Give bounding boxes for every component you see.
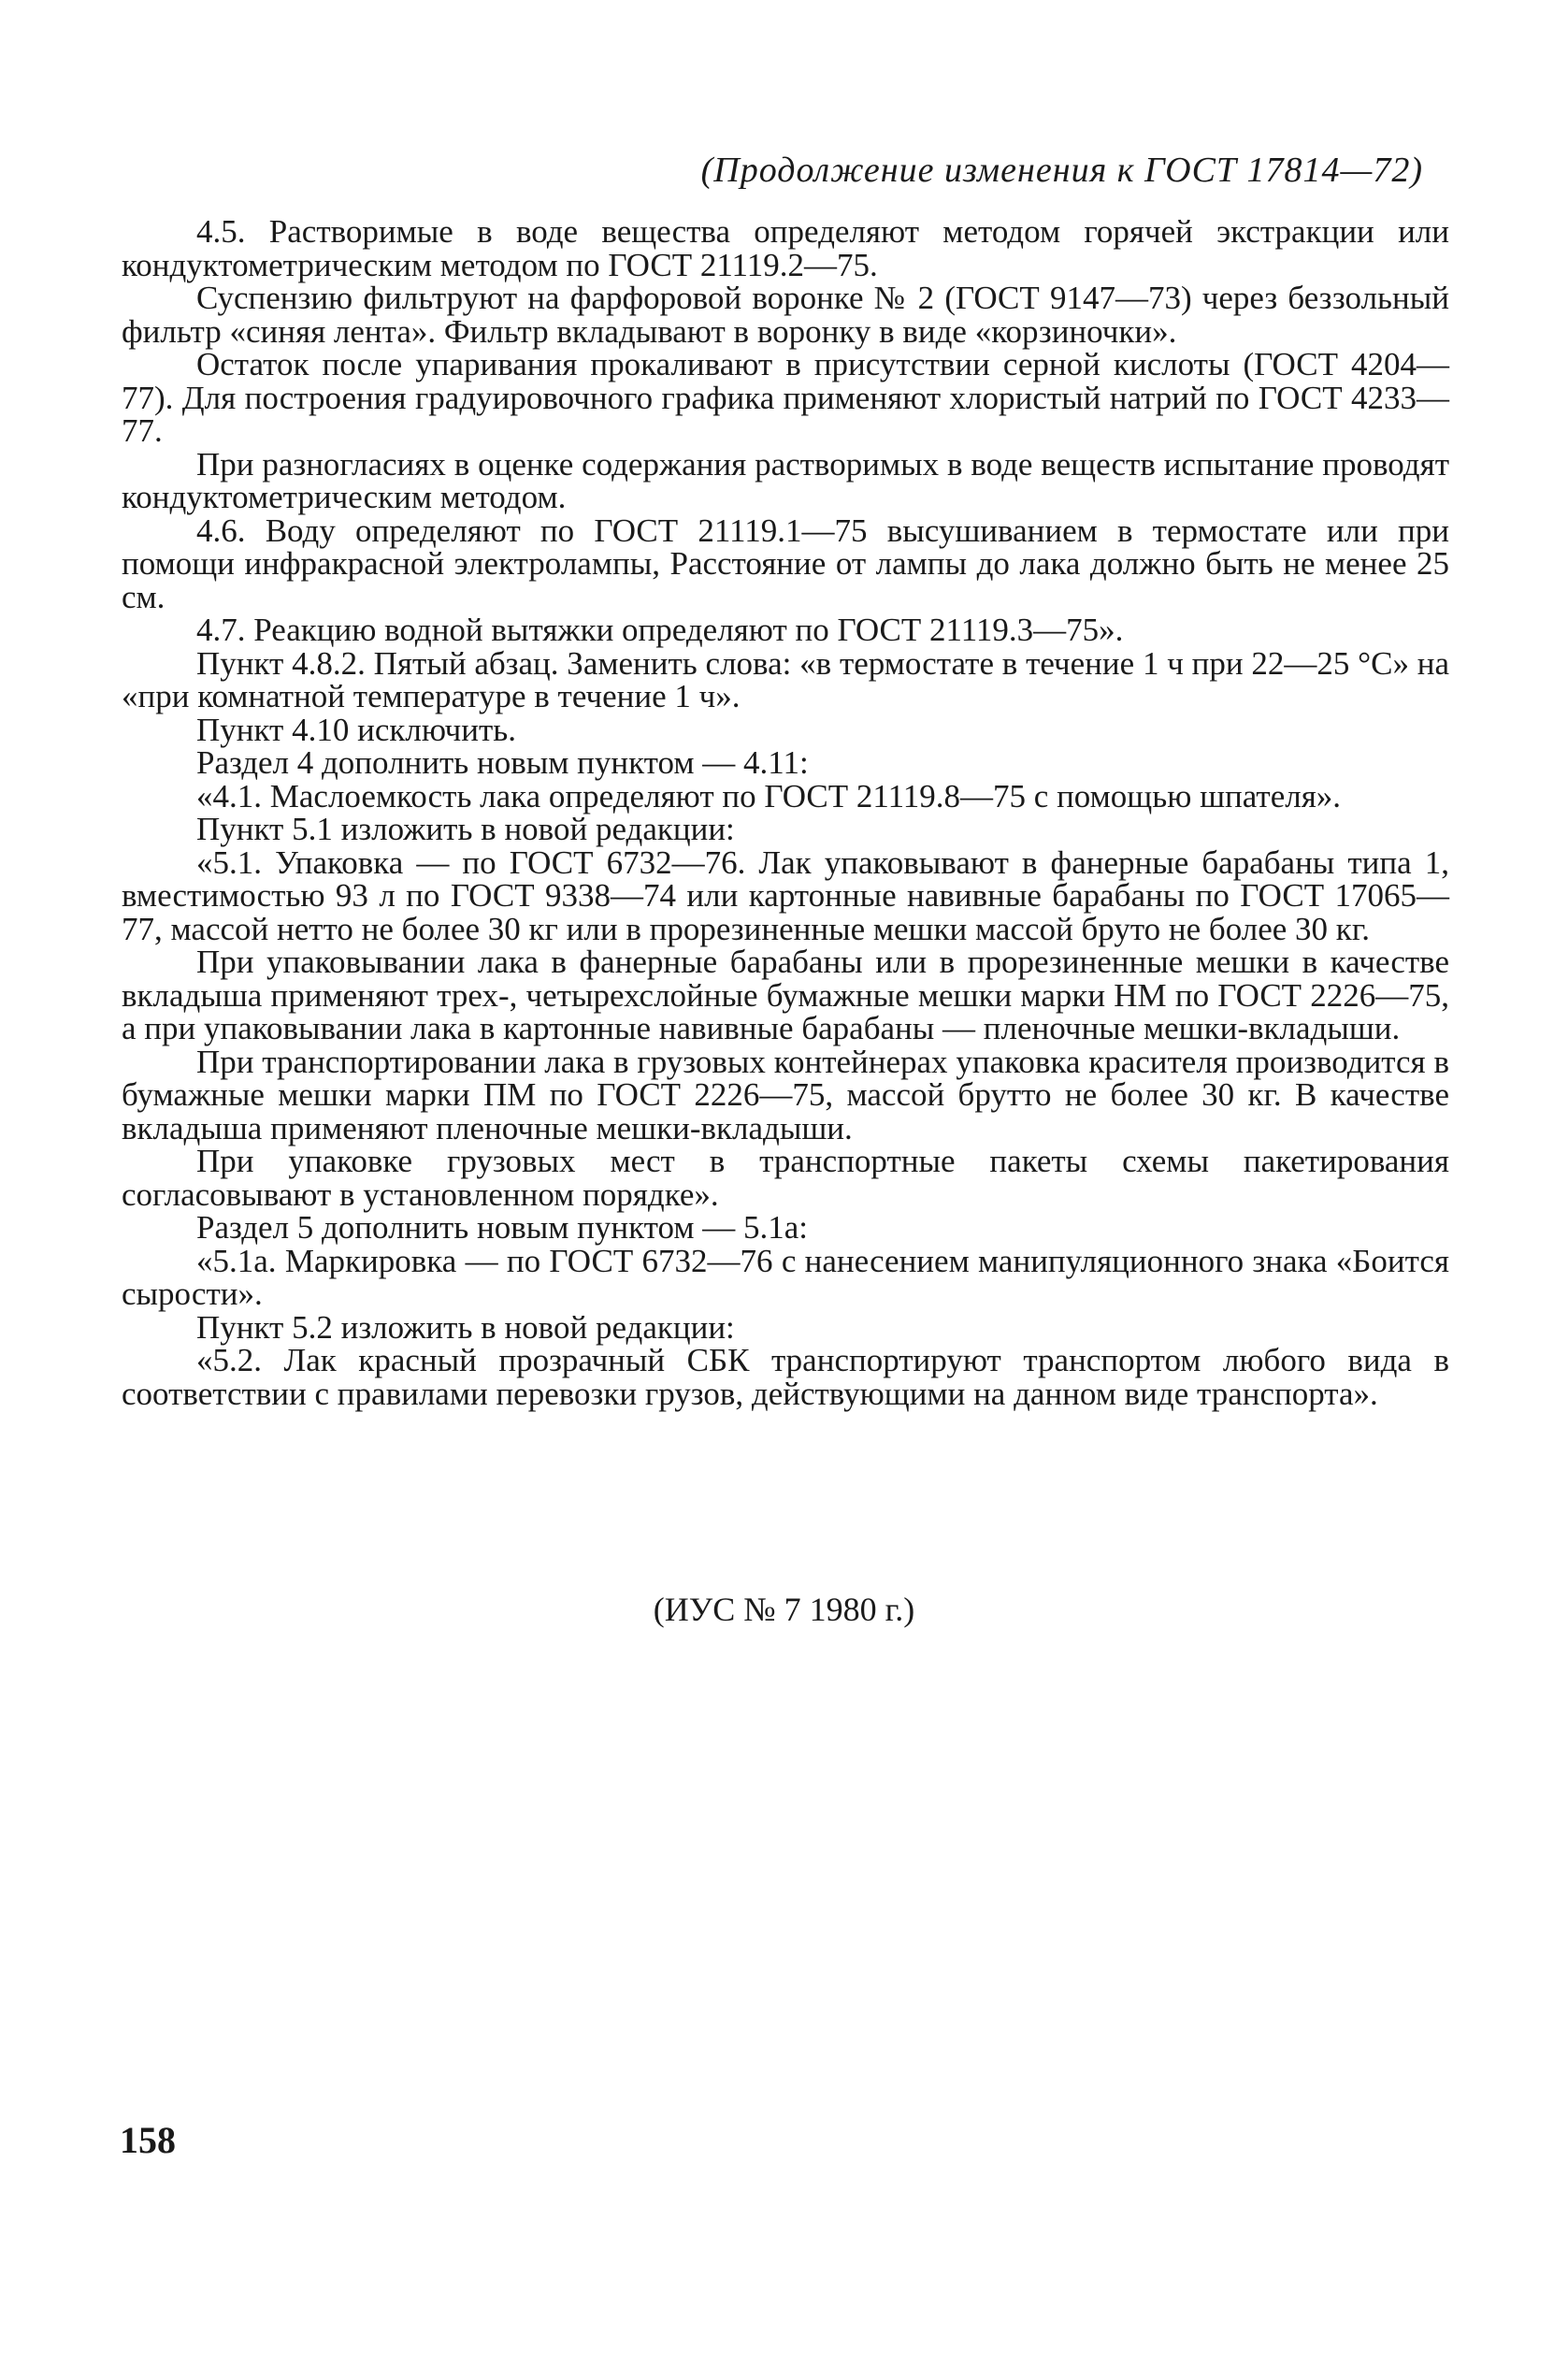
- body-text: [122, 215, 1449, 1410]
- paragraph-5-1-intro: Пункт 5.1 изложить в новой редакции:: [196, 811, 735, 847]
- page-header: (Продолжение изменения к ГОСТ 17814—72): [700, 151, 1423, 190]
- paragraph-transport: При транспортировании лака в грузовых контейнерах упаковка красителя производится в бумажные мешки марки ПМ по ГОСТ 2226—75, массой брутто не более 30 кг. В качестве вкладыша применяют пленочные мешки-вкладыши.: [122, 1043, 1449, 1146]
- paragraph-4-6: 4.6. Воду определяют по ГОСТ 21119.1—75 высушиванием в термостате или при помощи инфракрасной электролампы, Расстояние от лампы до лака должно быть не менее 25 см.: [122, 512, 1449, 615]
- paragraph-palletizing: При упаковке грузовых мест в транспортные пакеты схемы пакетирования согласовывают в установленном порядке».: [122, 1143, 1449, 1213]
- paragraph-section-4: Раздел 4 дополнить новым пунктом — 4.11:: [196, 744, 809, 781]
- paragraph-5-2-intro: Пункт 5.2 изложить в новой редакции:: [196, 1308, 735, 1346]
- paragraph-disagreements: При разногласиях в оценке содержания растворимых в воде веществ испытание проводят кондуктометрическим методом.: [122, 445, 1449, 515]
- paragraph-5-2: «5.2. Лак красный прозрачный СБК транспортируют транспортом любого вида в соответствии с правилами перевозки грузов, действующими на данном виде транспорта».: [122, 1342, 1449, 1412]
- ius-reference: (ИУС № 7 1980 г.): [653, 1591, 915, 1628]
- paragraph-5-1a: «5.1а. Маркировка — по ГОСТ 6732—76 с нанесением манипуляционного знака «Боится сырости».: [122, 1242, 1449, 1312]
- paragraph-suspension: Суспензию фильтруют на фарфоровой воронке № 2 (ГОСТ 9147—73) через беззольный фильтр «синяя лента». Фильтр вкладывают в воронку в виде «корзиночки».: [122, 280, 1449, 350]
- paragraph-4-10: Пункт 4.10 исключить.: [196, 711, 516, 748]
- paragraph-4-8-2: Пункт 4.8.2. Пятый абзац. Заменить слова: «в термостате в течение 1 ч при 22—25 °С» на «при комнатной температуре в течение 1 ч».: [122, 644, 1449, 714]
- paragraph-4-5: 4.5. Растворимые в воде вещества определяют методом горячей экстракции или кондуктометрическим методом по ГОСТ 21119.2—75.: [122, 213, 1449, 283]
- paragraph-4-11: «4.1. Маслоемкость лака определяют по ГОСТ 21119.8—75 с помощью шпателя».: [196, 777, 1342, 814]
- paragraph-packaging: При упаковывании лака в фанерные барабаны или в прорезиненные мешки в качестве вкладыша применяют трех-, четырехслойные бумажные мешки марки НМ по ГОСТ 2226—75, а при упаковывании лака в картонные навивные барабаны — пленочные мешки-вкладыши.: [122, 944, 1449, 1046]
- paragraph-4-7: 4.7. Реакцию водной вытяжки определяют по ГОСТ 21119.3—75».: [196, 612, 1124, 648]
- page-number: 158: [120, 2119, 176, 2161]
- paragraph-residue: Остаток после упаривания прокаливают в присутствии серной кислоты (ГОСТ 4204—77). Для построения градуировочного графика применяют хлористый натрий по ГОСТ 4233—77.: [122, 346, 1449, 449]
- paragraph-5-1: «5.1. Упаковка — по ГОСТ 6732—76. Лак упаковывают в фанерные барабаны типа 1, вместимостью 93 л по ГОСТ 9338—74 или картонные навивные барабаны по ГОСТ 17065—77, массой нетто не более 30 кг или в прорезиненные мешки массой бруто не более 30 кг.: [122, 843, 1449, 947]
- paragraph-section-5: Раздел 5 дополнить новым пунктом — 5.1а:: [196, 1209, 809, 1246]
